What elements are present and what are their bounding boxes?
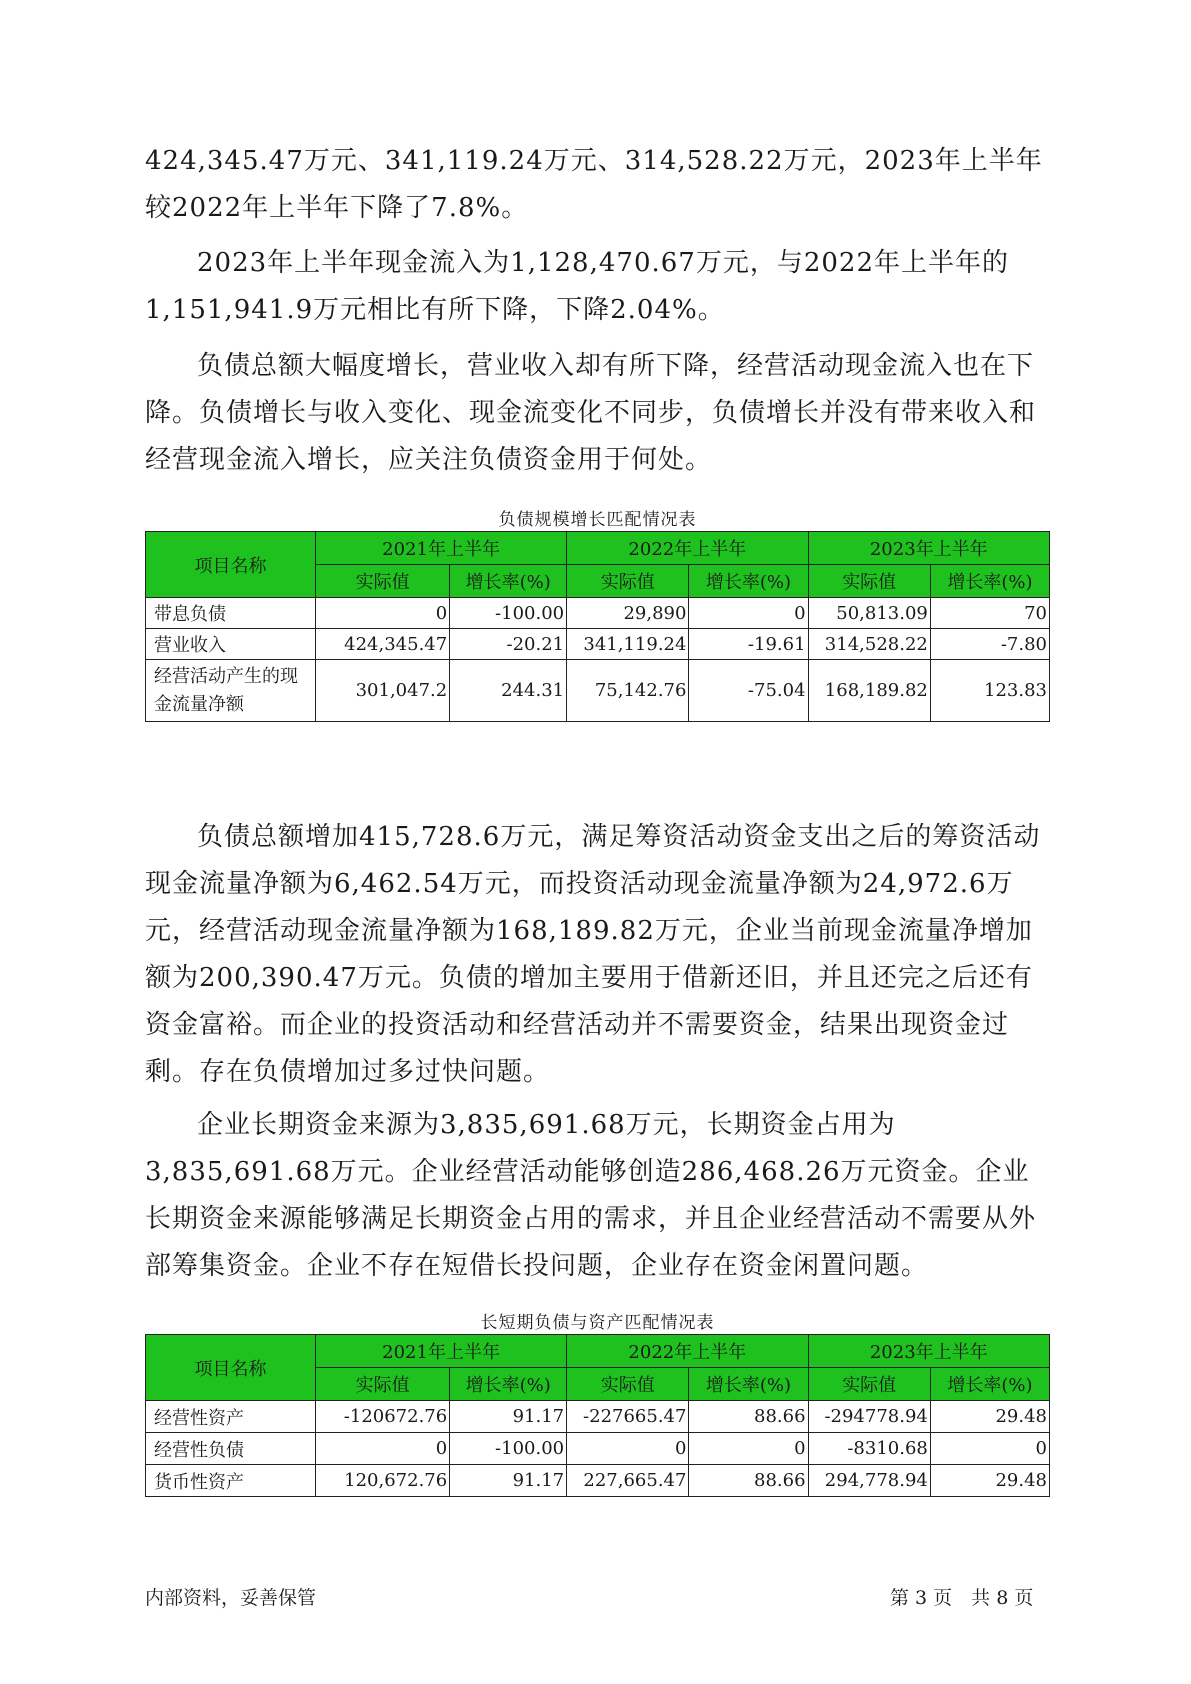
cell: 50,813.09 (808, 598, 930, 629)
cell: -75.04 (689, 660, 808, 722)
header-name: 项目名称 (146, 532, 316, 598)
paragraph-5: 企业长期资金来源为3,835,691.68万元，长期资金占用为3,835,691.68万元。企业经营活动能够创造286,468.26万元资金。企业长期资金来源能够满足长期资金占用的需求，并且企业经营活动不需要从外部筹集资金。企业不存在短借长投问题，企业存在资金闲置问题。 (145, 1110, 1037, 1281)
cell: 123.83 (930, 660, 1049, 722)
table-caption: 长短期负债与资产匹配情况表 (480, 1313, 715, 1333)
cell: 75,142.76 (567, 660, 689, 722)
row-name: 货币性资产 (146, 1465, 316, 1497)
table-row (146, 1465, 1050, 1497)
cell: -120672.76 (315, 1401, 449, 1433)
header-name: 项目名称 (146, 1335, 316, 1401)
debt-growth-table (145, 531, 1050, 722)
cell: -7.80 (930, 629, 1049, 660)
cell: 29.48 (930, 1465, 1049, 1497)
subheader: 增长率(%) (450, 565, 567, 598)
subheader: 增长率(%) (689, 1368, 808, 1401)
cell: 0 (315, 1433, 449, 1465)
cell: -100.00 (450, 1433, 567, 1465)
cell: 0 (689, 1433, 808, 1465)
cell: 424,345.47 (315, 629, 449, 660)
paragraph-3: 负债总额大幅度增长，营业收入却有所下降，经营活动现金流入也在下降。负债增长与收入变化、现金流变化不同步，负债增长并没有带来收入和经营现金流入增长，应关注负债资金用于何处。 (145, 351, 1037, 475)
cell: 91.17 (450, 1401, 567, 1433)
header-year: 2022年上半年 (567, 1335, 808, 1368)
table-row (146, 629, 1050, 660)
cell: 0 (315, 598, 449, 629)
header-year: 2023年上半年 (808, 532, 1049, 565)
header-year: 2023年上半年 (808, 1335, 1049, 1368)
cell: 294,778.94 (808, 1465, 930, 1497)
footer-confidential: 内部资料，妥善保管 (145, 1587, 317, 1609)
subheader: 实际值 (315, 1368, 449, 1401)
header-year: 2021年上半年 (315, 532, 566, 565)
subheader: 增长率(%) (930, 1368, 1049, 1401)
cell: 244.31 (450, 660, 567, 722)
cell: 70 (930, 598, 1049, 629)
subheader: 增长率(%) (450, 1368, 567, 1401)
cell: 301,047.2 (315, 660, 449, 722)
subheader: 实际值 (808, 1368, 930, 1401)
row-name: 带息负债 (146, 598, 316, 629)
row-name: 经营性负债 (146, 1433, 316, 1465)
subheader: 实际值 (808, 565, 930, 598)
row-name: 营业收入 (146, 629, 316, 660)
paragraph-2: 2023年上半年现金流入为1,128,470.67万元，与2022年上半年的1,151,941.9万元相比有所下降，下降2.04%。 (145, 248, 1010, 325)
cell: 29.48 (930, 1401, 1049, 1433)
long-short-term-table (145, 1334, 1050, 1497)
cell: 341,119.24 (567, 629, 689, 660)
table-caption: 负债规模增长匹配情况表 (498, 510, 697, 530)
subheader: 增长率(%) (689, 565, 808, 598)
cell: 0 (689, 598, 808, 629)
header-year: 2021年上半年 (315, 1335, 566, 1368)
subheader: 实际值 (315, 565, 449, 598)
cell: 88.66 (689, 1401, 808, 1433)
row-name: 经营性资产 (146, 1401, 316, 1433)
cell: 0 (930, 1433, 1049, 1465)
cell: 314,528.22 (808, 629, 930, 660)
subheader: 增长率(%) (930, 565, 1049, 598)
cell: 0 (567, 1433, 689, 1465)
table-row (146, 660, 1050, 722)
cell: 91.17 (450, 1465, 567, 1497)
cell: -8310.68 (808, 1433, 930, 1465)
footer-page-number: 第 3 页 共 8 页 (890, 1587, 1034, 1609)
paragraph-4: 负债总额增加415,728.6万元，满足筹资活动资金支出之后的筹资活动现金流量净额为6,462.54万元，而投资活动现金流量净额为24,972.6万元，经营活动现金流量净额为168,189.82万元，企业当前现金流量净增加额为200,390.47万元。负债的增加主要用于借新还旧，并且还完之后还有资金富裕。而企业的投资活动和经营活动并不需要资金，结果出现资金过剩。存在负债增加过多过快问题。 (145, 822, 1041, 1087)
cell: -20.21 (450, 629, 567, 660)
cell: -19.61 (689, 629, 808, 660)
cell: -294778.94 (808, 1401, 930, 1433)
table-row (146, 1433, 1050, 1465)
table-row (146, 598, 1050, 629)
cell: 120,672.76 (315, 1465, 449, 1497)
cell: -100.00 (450, 598, 567, 629)
cell: -227665.47 (567, 1401, 689, 1433)
table-row (146, 1401, 1050, 1433)
header-year: 2022年上半年 (567, 532, 808, 565)
subheader: 实际值 (567, 1368, 689, 1401)
cell: 168,189.82 (808, 660, 930, 722)
paragraph-1: 424,345.47万元、341,119.24万元、314,528.22万元，2023年上半年较2022年上半年下降了7.8%。 (145, 146, 1043, 223)
cell: 29,890 (567, 598, 689, 629)
subheader: 实际值 (567, 565, 689, 598)
cell: 227,665.47 (567, 1465, 689, 1497)
cell: 88.66 (689, 1465, 808, 1497)
row-name: 经营活动产生的现金流量净额 (146, 660, 316, 722)
